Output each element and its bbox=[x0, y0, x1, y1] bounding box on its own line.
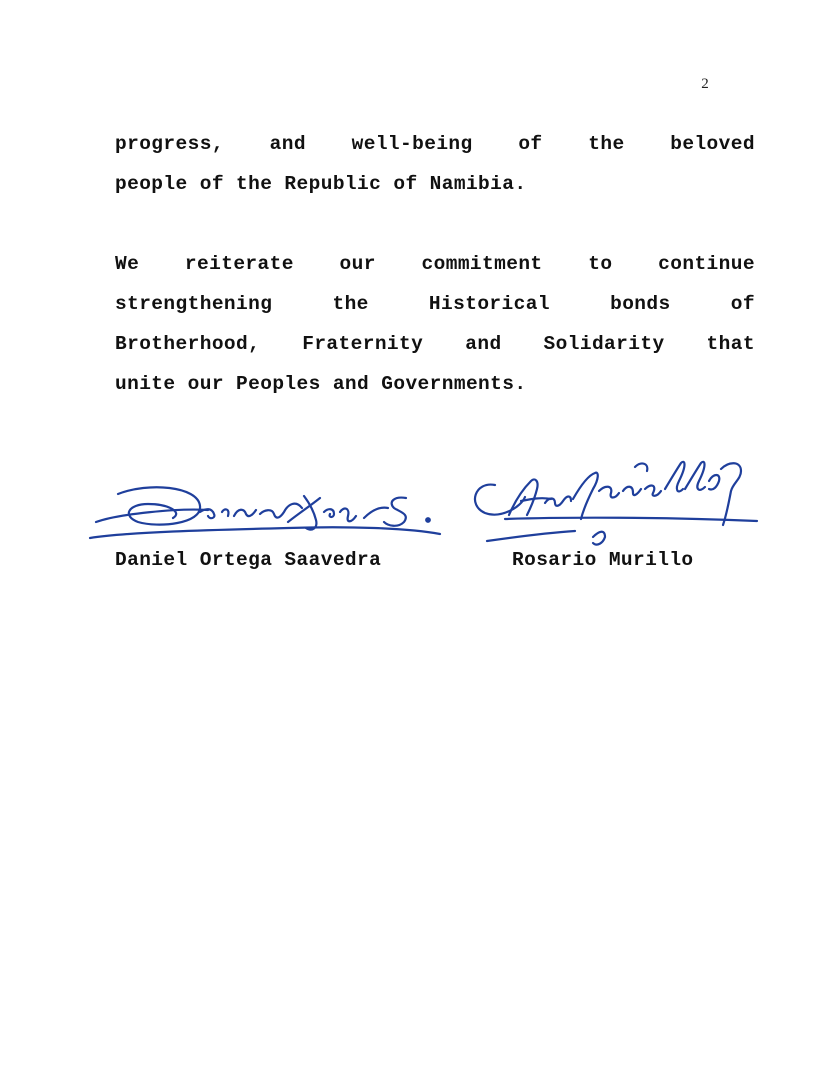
word: commitment bbox=[421, 253, 543, 275]
word: bonds bbox=[610, 293, 671, 315]
word: our bbox=[339, 253, 376, 275]
word: the bbox=[332, 293, 369, 315]
word: beloved bbox=[670, 133, 755, 155]
signer-name-murillo: Rosario Murillo bbox=[512, 549, 694, 571]
text-line bbox=[115, 252, 755, 292]
word: to bbox=[588, 253, 613, 275]
signature-ortega bbox=[88, 478, 448, 548]
word: continue bbox=[658, 253, 755, 275]
text-line bbox=[115, 292, 755, 332]
word: strengthening bbox=[115, 293, 273, 315]
word: that bbox=[706, 333, 755, 355]
word: reiterate bbox=[184, 253, 294, 275]
word: well-being bbox=[351, 133, 473, 155]
word: Fraternity bbox=[302, 333, 424, 355]
text-line: people of the Republic of Namibia. bbox=[115, 173, 527, 195]
word: of bbox=[730, 293, 755, 315]
text-line bbox=[115, 332, 755, 372]
paragraph-commitment bbox=[115, 252, 755, 412]
word: Brotherhood, bbox=[115, 333, 261, 355]
word: and bbox=[465, 333, 502, 355]
page-number: 2 bbox=[701, 76, 709, 92]
paragraph-closing-wishes bbox=[115, 132, 755, 212]
word: and bbox=[269, 133, 306, 155]
word: We bbox=[115, 253, 140, 275]
signature-murillo bbox=[465, 445, 765, 555]
signer-name-ortega: Daniel Ortega Saavedra bbox=[115, 549, 382, 571]
text-line: unite our Peoples and Governments. bbox=[115, 373, 527, 395]
text-line bbox=[115, 132, 755, 172]
word: Historical bbox=[428, 293, 550, 315]
word: the bbox=[588, 133, 625, 155]
word: of bbox=[518, 133, 543, 155]
word: Solidarity bbox=[543, 333, 665, 355]
word: progress, bbox=[115, 133, 224, 155]
